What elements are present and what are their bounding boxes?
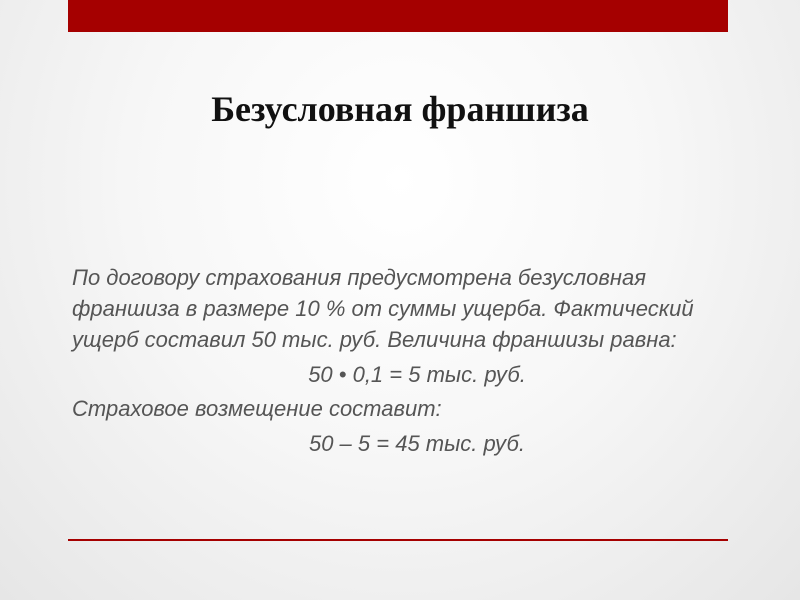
top-accent-bar bbox=[68, 0, 728, 32]
slide-content bbox=[72, 262, 762, 462]
slide-title: Безусловная франшиза bbox=[211, 89, 589, 129]
deductible-formula: 50 • 0,1 = 5 тыс. руб. bbox=[308, 362, 526, 387]
problem-text-line-2: франшиза в размере 10 % от суммы ущерба. Фактический bbox=[72, 296, 694, 321]
bottom-accent-line bbox=[68, 539, 728, 541]
problem-text-line-3: ущерб составил 50 тыс. руб. Величина франшизы равна: bbox=[72, 327, 677, 352]
compensation-formula: 50 – 5 = 45 тыс. руб. bbox=[308, 431, 526, 456]
problem-text-line-1: По договору страхования предусмотрена безусловная bbox=[72, 265, 646, 290]
compensation-label: Страховое возмещение составит: bbox=[72, 396, 442, 421]
